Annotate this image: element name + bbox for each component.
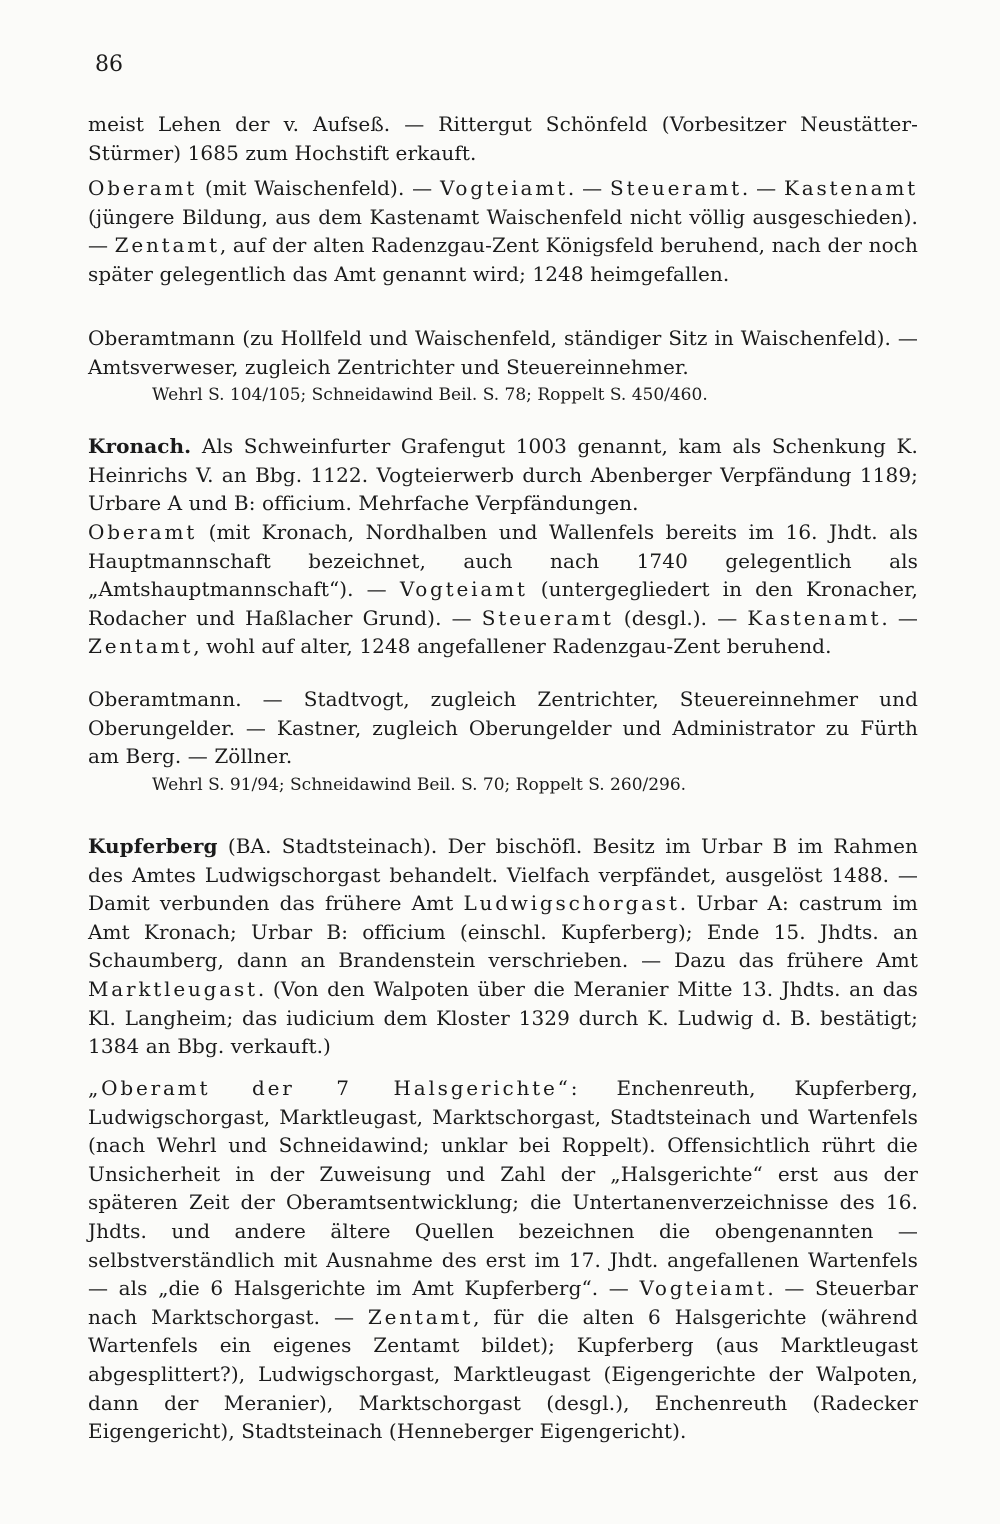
reference-note-hollfeld: Wehrl S. 104/105; Schneidawind Beil. S. 78; Roppelt S. 450/460. [152,385,708,405]
paragraph-text: . (Von den Walpoten über die Meranier Mitte 13. Jhdts. an das Kl. Langheim; das iudicium dem Kloster 1329 durch K. Ludwig d. B. bestätigt; 1384 an Bbg. verkauft.) [88,976,918,1059]
paragraph-text: Als Schweinfurter Grafengut 1003 genannt, kam als Schenkung K. Heinrichs V. an Bbg. 1122. Vogteierwerb durch Abenberger Verpfändung 1189; Urbare A und B: officium. Mehrfache Verpfändungen. [88,434,918,516]
paragraph-text: . — [741,176,784,200]
term-oberamt-halsgerichte: „Oberamt der 7 Halsgerichte“ [88,1076,571,1100]
page-number: 86 [95,52,123,77]
term-marktleugast: Marktleugast [88,976,258,1001]
paragraph-text: Oberamtmann (zu Hollfeld und Waischenfeld, ständiger Sitz in Waischenfeld). — Amtsverweser, zugleich Zentrichter und Steuereinnehmer. [88,326,918,379]
term-steueramt: Steueramt [481,605,614,630]
paragraph-halsgerichte [88,1074,918,1446]
paragraph-text: : Enchenreuth, Kupferberg, Ludwigschorgast, Marktleugast, Marktschorgast, Stadtsteinach und Wartenfels (nach Wehrl und Schneidawind; unklar bei Roppelt). Offensichtlich rührt die Unsicherheit in der Zuweisung und Zahl der „Halsgerichte“ erst aus der späteren Zeit der Oberamtsentwicklung; die Untertanenverzeichnisse des 16. Jhdts. und andere ältere Quellen bezeichnen die obengenannten — selbstverständlich mit Ausnahme des erst im 17. Jhdt. angefallenen Wartenfels — als „die 6 Halsgerichte im Amt Kupferberg“. — [88,1076,918,1301]
term-zentamt: Zentamt [367,1304,474,1329]
paragraph-text: , auf der alten Radenzgau-Zent Königsfeld beruhend, nach der noch später gelegentlich das Amt genannt wird; 1248 heimgefallen. [88,233,918,286]
term-kastenamt: Kastenamt [783,176,918,200]
paragraph-text: , wohl auf alter, 1248 angefallener Radenzgau-Zent beruhend. [193,634,832,659]
term-vogteiamt: Vogteiamt [399,577,528,602]
paragraph-text: (mit Waischenfeld). — [197,176,441,200]
paragraph-text: . — Steuerbar nach Marktschorgast. — [88,1276,918,1329]
paragraph-text: meist Lehen der v. Aufseß. — Rittergut Schönfeld (Vorbesitzer Neustätter-Stürmer) 1685 zum Hochstift erkauft. [88,112,918,165]
paragraph-text: (mit Kronach, Nordhalben und Wallenfels bereits im 16. Jhdt. als Hauptmannschaft bezeichnet, auch nach 1740 gelegentlich als „Amtshauptmannschaft“). — [88,520,918,602]
term-vogteiamt: Vogteiamt [440,176,568,200]
section-kupferberg [88,832,918,1061]
paragraph-text: , für die alten 6 Halsgerichte (während Wartenfels ein eigenes Zentamt bildet); Kupferberg (aus Marktleugast abgesplittert?), Ludwigschorgast, Marktleugast (Eigengerichte der Walpoten, dann der Meranier), Marktschorgast (desgl.), Enchenreuth (Radecker Eigengericht), Stadtsteinach (Henneberger Eigengericht). [88,1304,918,1444]
term-kastenamt: Kastenamt [747,605,882,630]
paragraph-text: (BA. Stadtsteinach). Der bischöfl. Besitz im Urbar B im Rahmen des Amtes Ludwigschorgast behandelt. Vielfach verpfändet, ausgelöst 1488. — Damit verbunden das frühere Amt [88,834,918,916]
section-kronach [88,432,918,518]
paragraph-text: (untergegliedert in den Kronacher, Rodacher und Haßlacher Grund). — [88,577,918,630]
term-zentamt: Zentamt [88,634,194,659]
term-steueramt: Steueramt [609,176,742,200]
term-oberamt: Oberamt [88,176,198,200]
paragraph-text: . — [881,605,918,630]
paragraph-text: Oberamtmann. — Stadtvogt, zugleich Zentrichter, Steuereinnehmer und Oberungelder. — Kastner, zugleich Oberungelder und Administrator zu Fürth am Berg. — Zöllner. [88,687,918,769]
paragraph-officials-hollfeld [88,324,918,381]
reference-note-kronach: Wehrl S. 91/94; Schneidawind Beil. S. 70; Roppelt S. 260/296. [152,775,687,795]
heading-kronach: Kronach. [88,434,192,458]
paragraph-text: (desgl.). — [613,605,748,630]
term-oberamt: Oberamt [88,520,198,544]
paragraph-offices-kronach [88,518,918,661]
paragraph-text: . — [567,176,610,200]
term-ludwigschorgast: Ludwigschorgast [463,891,680,916]
paragraph-text: . Urbar A: castrum im Amt Kronach; Urbar B: officium (einschl. Kupferberg); Ende 15. Jhdts. an Schaumberg, dann an Brandenstein verschrieben. — Dazu das frühere Amt [88,891,918,973]
paragraph-offices-hollfeld [88,174,918,288]
paragraph-text: (jüngere Bildung, aus dem Kastenamt Waischenfeld nicht völlig ausgeschieden). — [88,204,918,258]
paragraph-officials-kronach [88,685,918,771]
heading-kupferberg: Kupferberg [88,834,218,858]
term-zentamt: Zentamt [114,233,220,258]
term-vogteiamt: Vogteiamt [639,1276,768,1301]
paragraph-schoenfeld [88,110,918,167]
